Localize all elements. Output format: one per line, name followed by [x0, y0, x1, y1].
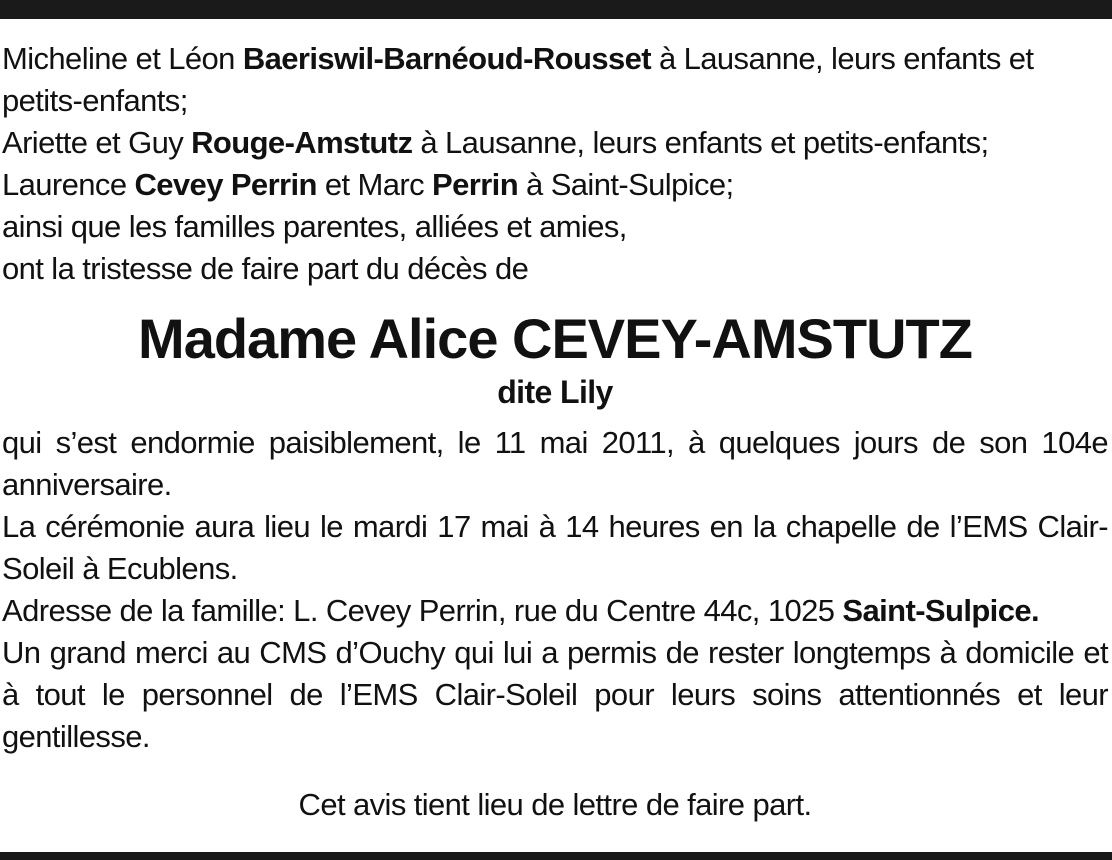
deceased-name: Madame Alice CEVEY-AMSTUTZ — [138, 307, 972, 370]
family-name-3b: Perrin — [432, 167, 519, 202]
family-line-2-post: à Lausanne, leurs enfants et petits-enfants; — [412, 125, 989, 160]
family-name-2: Rouge-Amstutz — [191, 125, 413, 160]
address-paragraph — [2, 590, 1108, 632]
death-paragraph: qui s’est endormie paisiblement, le 11 mai 2011, à quelques jours de son 104e anniversaire. — [2, 425, 1108, 502]
family-line-1 — [2, 38, 1108, 122]
family-line-2-pre: Ariette et Guy — [2, 125, 192, 160]
family-line-1-post: à Lausanne, leurs enfants et petits-enfants; — [2, 41, 1034, 118]
closing-line: Cet avis tient lieu de lettre de faire part. — [298, 787, 812, 822]
thanks-paragraph: Un grand merci au CMS d’Ouchy qui lui a permis de rester longtemps à domicile et à tout le personnel de l’EMS Clair-Soleil pour leurs soins attentionnés et leur gentillesse. — [2, 635, 1108, 754]
family-line-1-pre: Micheline et Léon — [2, 41, 243, 76]
family-line-3 — [2, 164, 1108, 206]
address-town: Saint-Sulpice. — [842, 593, 1039, 628]
notice-content — [2, 38, 1108, 826]
announcement-line: ont la tristesse de faire part du décès de — [2, 251, 529, 286]
family-name-1: Baeriswil-Barnéoud-Rousset — [242, 41, 651, 76]
family-name-3a: Cevey Perrin — [134, 167, 317, 202]
family-line-3-post: à Saint-Sulpice; — [518, 167, 734, 202]
top-rule — [0, 0, 1112, 19]
family-line-3-mid: et Marc — [316, 167, 433, 202]
address-text: Adresse de la famille: L. Cevey Perrin, rue du Centre 44c, 1025 — [2, 593, 843, 628]
family-line-2 — [2, 122, 1108, 164]
deceased-nickname: dite Lily — [497, 374, 613, 410]
bottom-rule — [0, 852, 1112, 860]
family-line-3-pre: Laurence — [2, 167, 135, 202]
ceremony-paragraph: La cérémonie aura lieu le mardi 17 mai à 14 heures en la chapelle de l’EMS Clair-Soleil à Ecublens. — [2, 509, 1108, 586]
relatives-line: ainsi que les familles parentes, alliées et amies, — [2, 209, 627, 244]
